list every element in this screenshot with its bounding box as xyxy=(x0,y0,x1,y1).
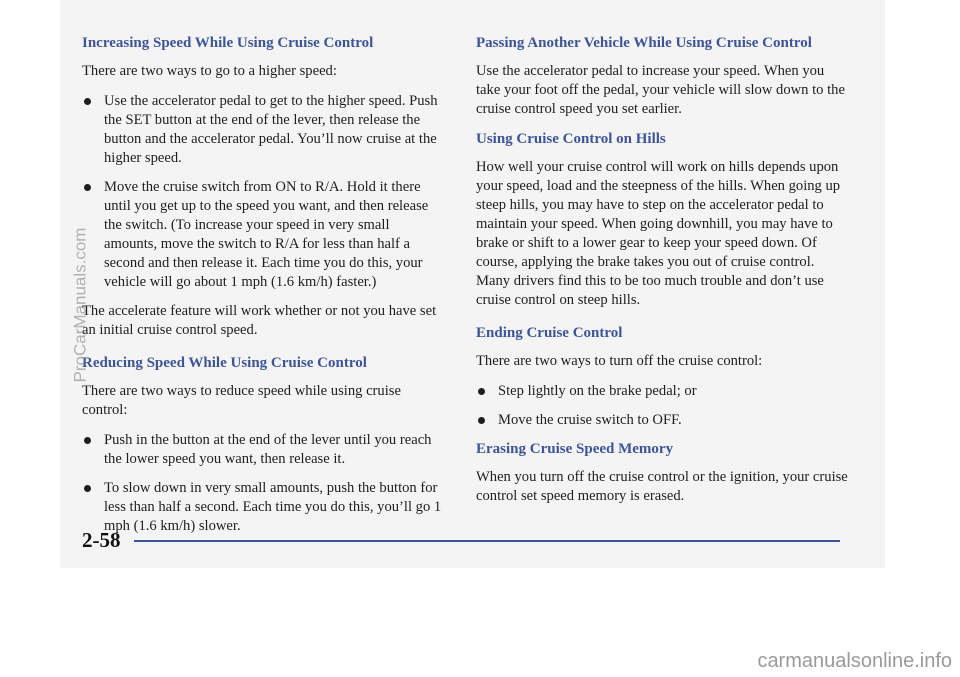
bullet-text: To slow down in very small amounts, push the button for less than half a second. Each time you do this, you’ll go 1 mph (1.6 km/h) slower. xyxy=(104,480,442,534)
bullet-brake-pedal xyxy=(476,382,848,401)
bullet-dot-icon xyxy=(84,437,91,444)
bullet-slow-down xyxy=(82,479,442,536)
heading-erasing-memory: Erasing Cruise Speed Memory xyxy=(476,441,674,457)
page-number: 2-58 xyxy=(82,528,121,552)
bullet-dot-icon xyxy=(84,98,91,105)
paragraph-accelerate-note: The accelerate feature will work whether or not you have set an initial cruise control speed. xyxy=(82,303,437,338)
bullet-accelerator-pedal xyxy=(82,92,442,168)
bullet-switch-off xyxy=(476,411,848,430)
paragraph-erasing: When you turn off the cruise control or the ignition, your cruise control set speed memory is erased. xyxy=(476,469,848,504)
bullet-text: Move the cruise switch from ON to R/A. Hold it there until you get up to the speed you want, and then release the switch. (To increase your speed in very small amounts, move the switch to R/A for less than half a second and then release it. Each time you do this, your vehicle will go about 1 mph (1.6 km/h) faster.) xyxy=(104,179,429,290)
bullet-dot-icon xyxy=(84,184,91,191)
paragraph-ending-intro: There are two ways to turn off the cruise control: xyxy=(476,353,763,369)
bullet-text: Use the accelerator pedal to get to the higher speed. Push the SET button at the end of the lever, then release the button and the accelerator pedal. You’ll now cruise at the higher speed. xyxy=(104,93,438,166)
paragraph-passing: Use the accelerator pedal to increase your speed. When you take your foot off the pedal, your vehicle will slow down to the cruise control speed you set earlier. xyxy=(476,63,845,117)
bottom-watermark: carmanualsonline.info xyxy=(757,650,952,672)
bullet-dot-icon xyxy=(478,388,485,395)
paragraph-increasing-intro: There are two ways to go to a higher speed: xyxy=(82,63,337,79)
bullet-dot-icon xyxy=(478,417,485,424)
side-watermark-text: ProCarManuals.com xyxy=(70,227,90,383)
left-column xyxy=(82,34,442,546)
right-column xyxy=(476,34,848,517)
footer-rule xyxy=(134,540,840,542)
heading-passing-vehicle: Passing Another Vehicle While Using Cruise Control xyxy=(476,35,812,51)
paragraph-hills: How well your cruise control will work on hills depends upon your speed, load and the steepness of the hills. When going up steep hills, you may have to step on the accelerator pedal to maintain your speed. When going downhill, you may have to brake or shift to a lower gear to keep your speed down. Of course, applying the brake takes you out of cruise control. Many drivers find this to be too much trouble and don’t use cruise control on steep hills. xyxy=(476,159,841,308)
heading-ending-cruise: Ending Cruise Control xyxy=(476,325,623,341)
bullet-cruise-switch xyxy=(82,178,442,292)
side-watermark xyxy=(68,205,92,405)
bullet-push-button xyxy=(82,431,442,469)
paragraph-reducing-intro: There are two ways to reduce speed while using cruise control: xyxy=(82,383,401,418)
heading-reducing-speed: Reducing Speed While Using Cruise Control xyxy=(82,355,367,371)
bullet-text: Push in the button at the end of the lever until you reach the lower speed you want, then release it. xyxy=(104,432,432,467)
bullet-text: Move the cruise switch to OFF. xyxy=(498,412,682,428)
bullet-text: Step lightly on the brake pedal; or xyxy=(498,383,697,399)
heading-hills: Using Cruise Control on Hills xyxy=(476,131,666,147)
heading-increasing-speed: Increasing Speed While Using Cruise Control xyxy=(82,35,374,51)
bullet-dot-icon xyxy=(84,485,91,492)
